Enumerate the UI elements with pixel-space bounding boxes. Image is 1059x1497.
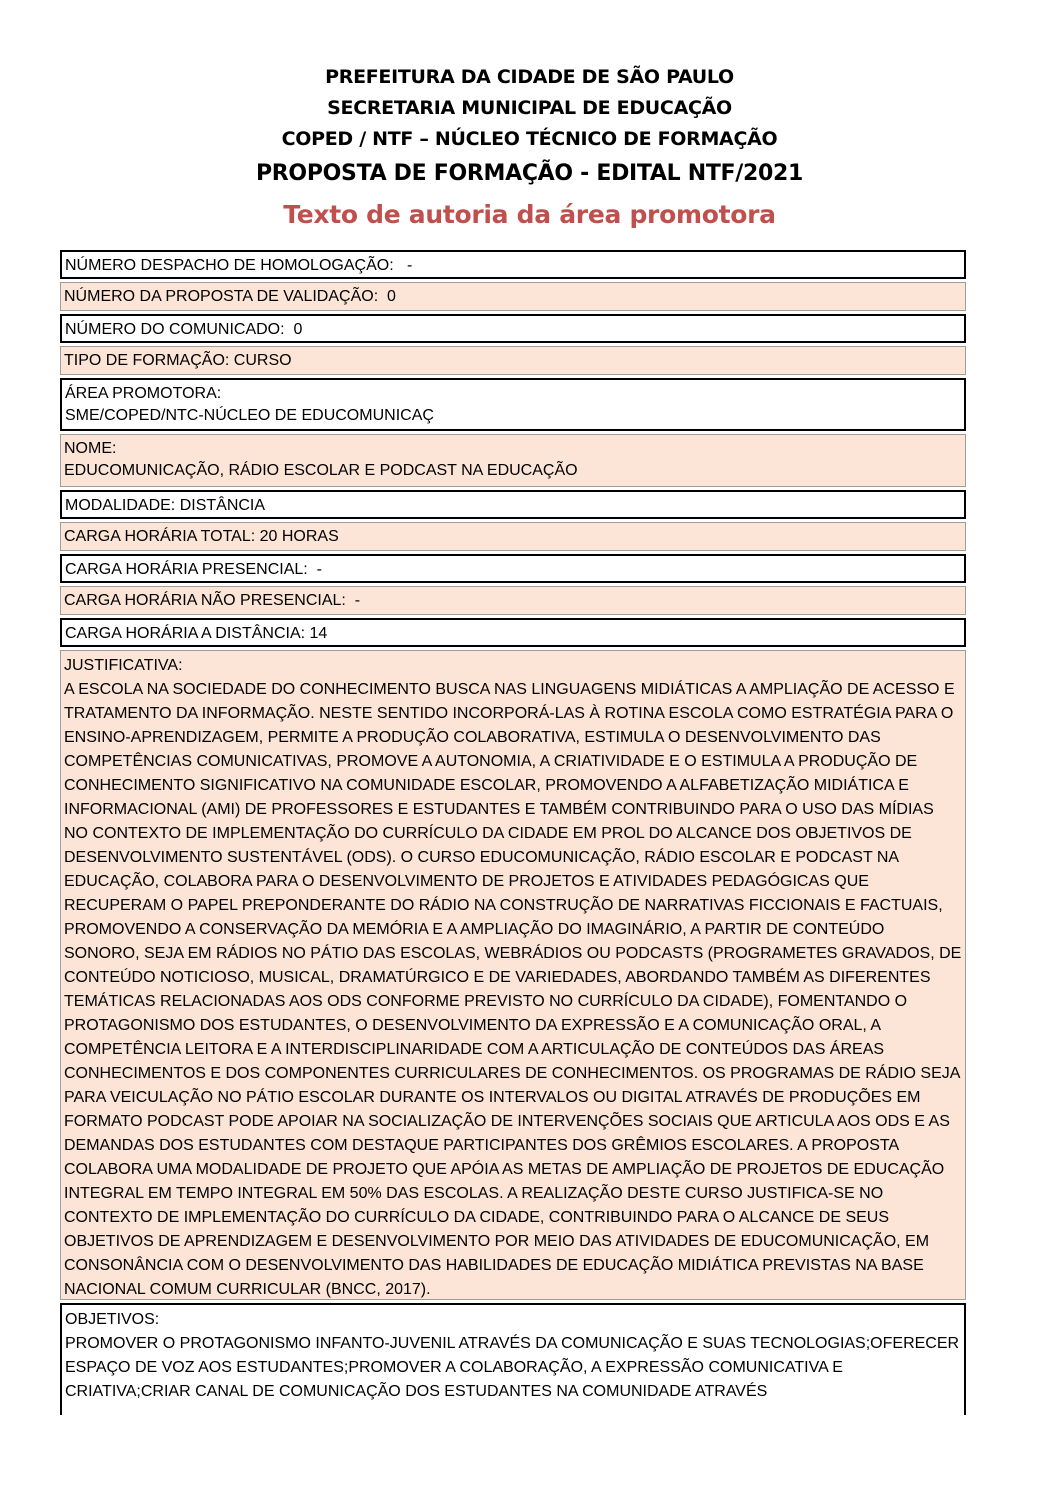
field-despacho <box>60 250 966 279</box>
field-carga-nao-presencial-label: CARGA HORÁRIA NÃO PRESENCIAL: <box>64 592 346 609</box>
field-area-value: SME/COPED/NTC-NÚCLEO DE EDUCOMUNICAÇ <box>65 407 434 424</box>
field-nome-value: EDUCOMUNICAÇÃO, RÁDIO ESCOLAR E PODCAST NA EDUCAÇÃO <box>64 462 578 479</box>
document-title: PROPOSTA DE FORMAÇÃO - EDITAL NTF/2021 <box>255 161 804 186</box>
field-comunicado <box>60 314 966 343</box>
field-area-label: ÁREA PROMOTORA: <box>65 385 222 402</box>
field-nome-label: NOME: <box>64 440 117 457</box>
field-validacao-label: NÚMERO DA PROPOSTA DE VALIDAÇÃO: <box>64 288 379 305</box>
field-tipo <box>60 346 966 375</box>
field-carga-total <box>60 522 966 551</box>
header-secretaria: SECRETARIA MUNICIPAL DE EDUCAÇÃO <box>327 97 732 119</box>
field-validacao <box>60 282 966 311</box>
header-coped: COPED / NTF – NÚCLEO TÉCNICO DE FORMAÇÃO <box>281 128 778 150</box>
header-prefeitura: PREFEITURA DA CIDADE DE SÃO PAULO <box>325 66 734 88</box>
field-validacao-value: 0 <box>387 288 396 305</box>
field-objetivos-label: OBJETIVOS: <box>65 1311 160 1328</box>
field-carga-distancia <box>60 618 966 647</box>
form-fields <box>60 250 966 1418</box>
field-modalidade-value: DISTÂNCIA <box>179 497 266 514</box>
document-subtitle: Texto de autoria da área promotora <box>283 200 776 229</box>
field-carga-distancia-label: CARGA HORÁRIA A DISTÂNCIA: <box>65 625 306 642</box>
field-tipo-label: TIPO DE FORMAÇÃO: <box>64 352 230 369</box>
field-justificativa-label: JUSTIFICATIVA: <box>64 657 183 674</box>
field-tipo-value: CURSO <box>233 352 292 369</box>
field-despacho-value: - <box>406 257 413 274</box>
field-carga-presencial <box>60 554 966 583</box>
field-justificativa <box>60 650 966 1300</box>
field-carga-presencial-value: - <box>316 561 322 578</box>
field-modalidade-label: MODALIDADE: <box>65 497 176 514</box>
field-carga-nao-presencial-value: - <box>354 592 361 609</box>
field-objetivos-text: PROMOVER O PROTAGONISMO INFANTO-JUVENIL ATRAVÉS DA COMUNICAÇÃO E SUAS TECNOLOGIAS;OFERECER ESPAÇO DE VOZ AOS ESTUDANTES;PROMOVER A COLABORAÇÃO, A EXPRESSÃO COMUNICATIVA E CRIATIVA;CRIAR CANAL DE COMUNICAÇÃO DOS ESTUDANTES NA COMUNIDADE ATRAVÉS <box>65 1335 960 1400</box>
field-carga-nao-presencial <box>60 586 966 615</box>
document-header <box>0 62 1059 235</box>
field-objetivos <box>60 1303 966 1415</box>
field-justificativa-text: A ESCOLA NA SOCIEDADE DO CONHECIMENTO BUSCA NAS LINGUAGENS MIDIÁTICAS A AMPLIAÇÃO DE ACESSO E TRATAMENTO DA INFORMAÇÃO. NESTE SENTIDO INCORPORÁ-LAS À ROTINA ESCOLA COMO ESTRATÉGIA PARA O ENSINO-APRENDIZAGEM, PERMITE A PRODUÇÃO COLABORATIVA, ESTIMULA O DESENVOLVIMENTO DAS COMPETÊNCIAS COMUNICATIVAS, PROMOVE A AUTONOMIA, A CRIATIVIDADE E O ESTIMULA A PRODUÇÃO DE CONHECIMENTO SIGNIFICATIVO NA COMUNIDADE ESCOLAR, PROMOVENDO A ALFABETIZAÇÃO MIDIÁTICA E INFORMACIONAL (AMI) DE PROFESSORES E ESTUDANTES E TAMBÉM CONTRIBUINDO PARA O USO DAS MÍDIAS NO CONTEXTO DE IMPLEMENTAÇÃO DO CURRÍCULO DA CIDADE EM PROL DO ALCANCE DOS OBJETIVOS DE DESENVOLVIMENTO SUSTENTÁVEL (ODS). O CURSO EDUCOMUNICAÇÃO, RÁDIO ESCOLAR E PODCAST NA EDUCAÇÃO, COLABORA PARA O DESENVOLVIMENTO DE PROJETOS E ATIVIDADES PEDAGÓGICAS QUE RECUPERAM O PAPEL PREPONDERANTE DO RÁDIO NA CONSTRUÇÃO DE NARRATIVAS FICCIONAIS E FACTUAIS, PROMOVENDO A CONSERVAÇÃO DA MEMÓRIA E A AMPLIAÇÃO DO IMAGINÁRIO, A PARTIR DE CONTEÚDO SONORO, SEJA EM RÁDIOS NO PÁTIO DAS ESCOLAS, WEBRÁDIOS OU PODCASTS (PROGRAMETES GRAVADOS, DE CONTEÚDO NOTICIOSO, MUSICAL, DRAMATÚRGICO E DE VARIEDADES, ABORDANDO TAMBÉM AS DIFERENTES TEMÁTICAS RELACIONADAS AOS ODS CONFORME PREVISTO NO CURRÍCULO DA CIDADE), FOMENTANDO O PROTAGONISMO DOS ESTUDANTES, O DESENVOLVIMENTO DA EXPRESSÃO E A COMUNICAÇÃO ORAL, A COMPETÊNCIA LEITORA E A INTERDISCIPLINARIDADE COM A ARTICULAÇÃO DE CONTEÚDOS DAS ÁREAS CONHECIMENTOS E DOS COMPONENTES CURRICULARES DE CONHECIMENTOS. OS PROGRAMAS DE RÁDIO SEJA PARA VEICULAÇÃO NO PÁTIO ESCOLAR DURANTE OS INTERVALOS OU DIGITAL ATRAVÉS DE PRODUÇÕES EM FORMATO PODCAST PODE APOIAR NA SOCIALIZAÇÃO DE INTERVENÇÕES SOCIAIS QUE ARTICULA AOS ODS E AS DEMANDAS DOS ESTUDANTES COM DESTAQUE PARTICIPANTES DOS GRÊMIOS ESCOLARES. A PROPOSTA COLABORA UMA MODALIDADE DE PROJETO QUE APÓIA AS METAS DE AMPLIAÇÃO DE PROJETOS DE EDUCAÇÃO INTEGRAL EM TEMPO INTEGRAL EM 50% DAS ESCOLAS. A REALIZAÇÃO DESTE CURSO JUSTIFICA-SE NO CONTEXTO DE IMPLEMENTAÇÃO DO CURRÍCULO DA CIDADE, CONTRIBUINDO PARA O ALCANCE DE SEUS OBJETIVOS DE APRENDIZAGEM E DESENVOLVIMENTO POR MEIO DAS ATIVIDADES DE EDUCOMUNICAÇÃO, EM CONSONÂNCIA COM O DESENVOLVIMENTO DAS HABILIDADES DE EDUCAÇÃO MIDIÁTICA PREVISTAS NA BASE NACIONAL COMUM CURRICULAR (BNCC, 2017). <box>64 681 962 1298</box>
field-carga-total-label: CARGA HORÁRIA TOTAL: <box>64 528 256 545</box>
field-modalidade <box>60 490 966 519</box>
field-area-promotora <box>60 378 966 431</box>
field-carga-distancia-value: 14 <box>309 625 328 642</box>
field-nome <box>60 434 966 487</box>
field-despacho-label: NÚMERO DESPACHO DE HOMOLOGAÇÃO: <box>65 257 394 274</box>
field-carga-total-value: 20 HORAS <box>259 528 339 545</box>
field-comunicado-value: 0 <box>293 321 303 338</box>
field-carga-presencial-label: CARGA HORÁRIA PRESENCIAL: <box>65 561 308 578</box>
field-comunicado-label: NÚMERO DO COMUNICADO: <box>65 321 285 338</box>
